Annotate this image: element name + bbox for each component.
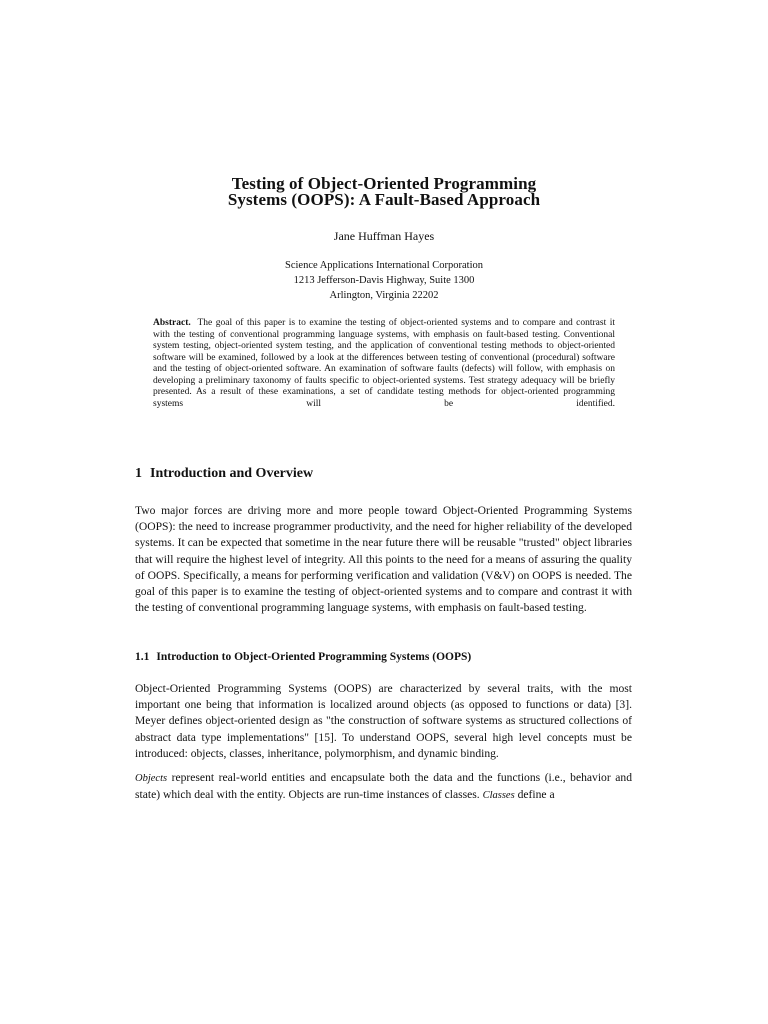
section-heading-1-1	[135, 650, 471, 664]
abstract-text: The goal of this paper is to examine the testing of object-oriented systems and to compare and contrast it with the testing of conventional programming language systems, with emphasis on fault-based testing. Conventional system testing, object-oriented system testing, and the application of conventional testing methods to object-oriented software will be examined, followed by a look at the differences between testing of conventional (procedural) software and the testing of object-oriented software. An examination of software faults (defects) will follow, with emphasis on developing a preliminary taxonomy of faults specific to object-oriented systems. Test strategy adequacy will be briefly presented. As a result of these examinations, a set of candidate testing methods for object-oriented programming systems will be identified.	[153, 318, 615, 409]
abstract	[153, 318, 615, 410]
author-name: Jane Huffman Hayes	[333, 229, 435, 243]
section-title-1-1: Introduction to Object-Oriented Programming Systems (OOPS)	[156, 651, 472, 663]
objects-paragraph	[135, 770, 632, 804]
classes-text: define a	[514, 788, 555, 802]
oops-paragraph: Object-Oriented Programming Systems (OOPS) are characterized by several traits, with the most important one being that information is localized around objects (as opposed to functions or data) [3]. Meyer defines object-oriented design as "the construction of software systems as structured collections of abstract data type implementations" [15]. To understand OOPS, several high level concepts must be introduced: objects, classes, inheritance, polymorphism, and dynamic binding.	[135, 682, 632, 760]
affiliation-org: Science Applications International Corporation	[285, 260, 483, 271]
section-number-1-1: 1.1	[135, 651, 150, 663]
author-affiliation	[0, 258, 768, 303]
section-title-1: Introduction and Overview	[150, 466, 314, 481]
affiliation-address-1: 1213 Jefferson-Davis Highway, Suite 1300	[293, 275, 475, 286]
abstract-label: Abstract.	[153, 318, 191, 328]
term-classes: Classes	[482, 790, 515, 802]
title-line-1: Testing of Object-Oriented Programming	[231, 174, 537, 193]
objects-text: represent real-world entities and encapsulate both the data and the functions (i.e., behavior and state) which deal with the entity. Objects are run-time instances of classes.	[135, 771, 632, 802]
section-number-1: 1	[135, 466, 142, 481]
term-objects: Objects	[135, 773, 168, 784]
paper-title	[0, 176, 768, 208]
section-heading-1	[135, 466, 313, 482]
intro-paragraph: Two major forces are driving more and more people toward Object-Oriented Programming Systems (OOPS): the need to increase programmer productivity, and the need for higher reliability of the developed systems. It can be expected that sometime in the near future there will be reusable "trusted" object libraries that will require the highest level of integrity. All this points to the need for a means of assuring the quality of OOPS. Specifically, a means for performing verification and validation (V&V) on OOPS is needed. The goal of this paper is to examine the testing of object-oriented systems and to compare and contrast it with the testing of conventional programming language systems, with emphasis on fault-based testing.	[135, 504, 632, 615]
affiliation-address-2: Arlington, Virginia 22202	[329, 290, 439, 301]
title-line-2: Systems (OOPS): A Fault-Based Approach	[227, 190, 541, 209]
